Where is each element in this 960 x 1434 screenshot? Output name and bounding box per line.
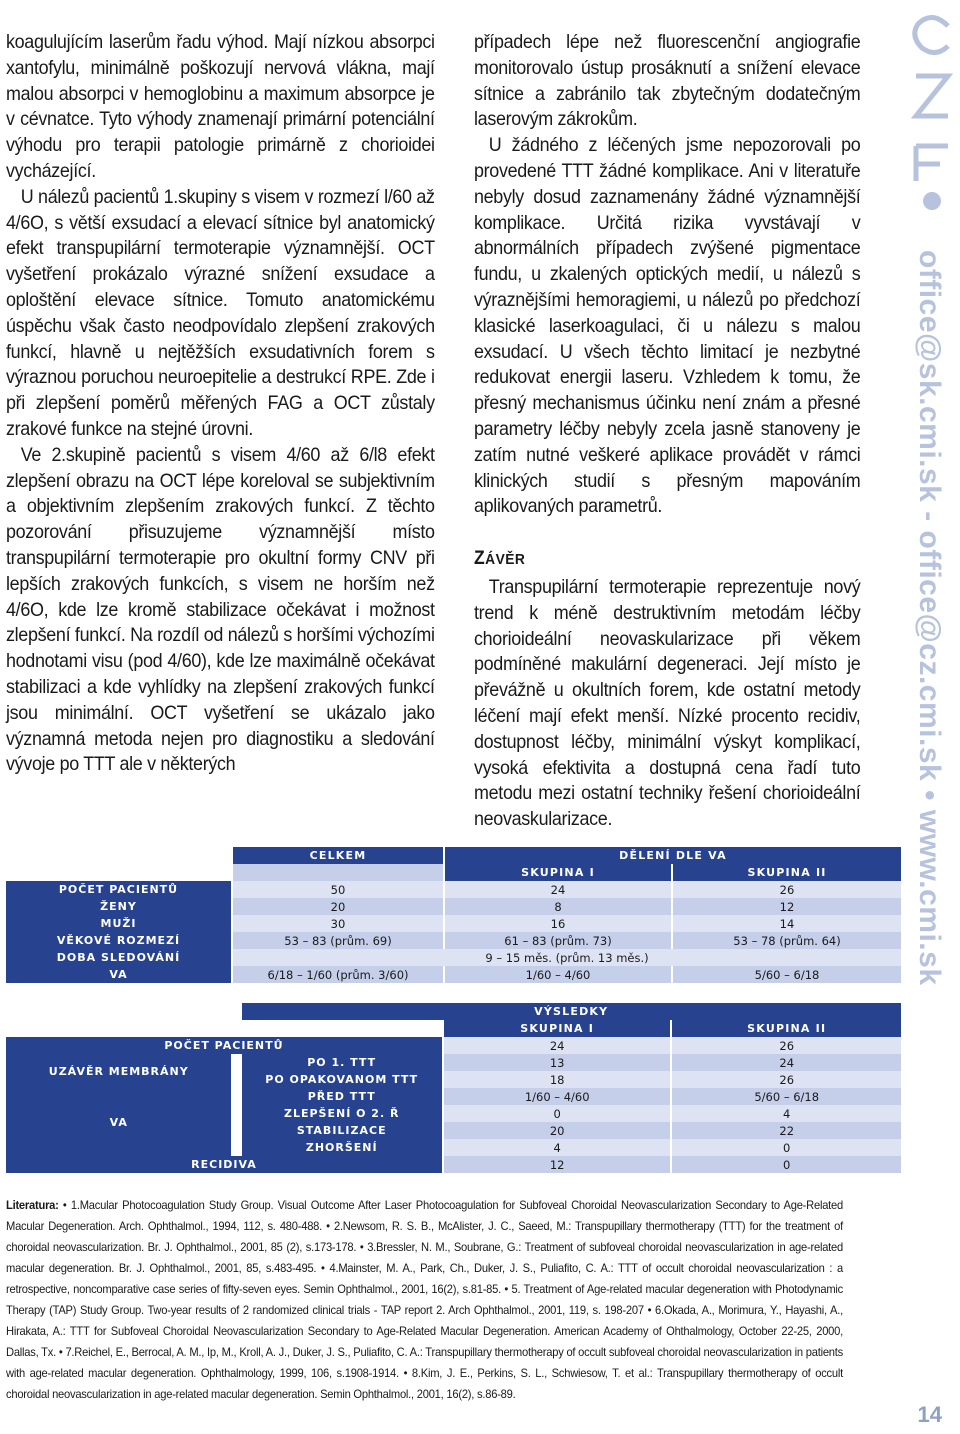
cell: 30 xyxy=(233,915,443,932)
conclusion-text: Transpupilární termoterapie reprezentuje nový trend k méně destruktivním metodám léčby chorioideální neovaskularizace při věkem podmíněné makulární degeneraci. Její místo je převážně u okultních forem, kde ostatní metody léčení mají efekt menší. Nízké procento recidiv, dostupnost léčby, minimální výskyt komplikací, vysoká efektivita a dostupná cena řadí tuto metodu mezi ostatní techniky řešení chorioideální neovaskularizace. xyxy=(474,575,861,831)
cell: 20 xyxy=(444,1122,671,1139)
sidebar-contact-text: office@sk.cmi.sk - office@cz.cmi.sk • www.cmi.sk xyxy=(913,250,946,986)
cell: 12 xyxy=(673,898,901,915)
paragraph: U žádného z léčených jsme nepozorovali po provedené TTT žádné komplikace. Ani v literatuře nebyly dosud zaznamenány žádné významnější komplikace. Určitá rizika vyvstávají v abnormálních případech zvýšené pigmentace fundu, u zkalených optických medií, u nálezů s výraznějšími hemoragiemi, u nálezů po předchozí klasické laserkoagulaci, či u nálezu s malou exsudací. U všech těchto limitací je nezbytné redukovat energii laseru. Vzhledem k tomu, že přesný mechanismus účinku není znám a přesné parametry léčby nebyly zcela jasně stanoveny je zatím nutné veškeré aplikace provádět v rámci klinických studií s přesným mapováním aplikovaných parametrů. xyxy=(474,134,861,518)
row-label: RECIDIVA xyxy=(6,1156,442,1173)
cnf-logo-icon xyxy=(908,6,956,216)
row-label: PŘED TTT xyxy=(242,1088,442,1105)
heading-rest: ÁVĚR xyxy=(485,551,526,569)
row-label: POČET PACIENTŮ xyxy=(6,881,231,898)
cell: 12 xyxy=(444,1156,671,1173)
references xyxy=(6,1195,843,1405)
cell: 0 xyxy=(444,1105,671,1122)
row-label: MUŽI xyxy=(6,915,231,932)
cell: 8 xyxy=(445,898,671,915)
cell: 0 xyxy=(672,1139,901,1156)
cell: 18 xyxy=(444,1071,671,1088)
results-table xyxy=(6,1003,901,1173)
cell: 6/18 – 1/60 (prům. 3/60) xyxy=(233,966,443,983)
cell: 26 xyxy=(672,1071,901,1088)
header-celkem: CELKEM xyxy=(233,847,443,864)
references-text: • 1.Macular Photocoagulation Study Group. Visual Outcome After Laser Photocoagulation for Subfoveal Choroidal Neovascularization Secondary to Age-Related Macular Degeneration. Arch. Ophthalmol., 1994, 112, s. 480-488. • 2.Newsom, R. S. B., McAlister, J. C., Saeed, M.: Transpupillary thermotherapy (TTT) for the treatment of choroidal neovascularization. Br. J. Ophthalmol., 2001, 85 (2), s.173-178. • 3.Bressler, N. M., Soubrane, G.: Treatment of subfoveal choroidal neovascularization in age-related macular degeneration. Br. J. Ophthalmol., 2001, 85, s.483-495. • 4.Mainster, M. A., Park, Ch., Duker, J. S., Puliafito, C. A.: TTT of occult choroidal neovascularization : a retrospective, noncomparative case series of fifty-seven eyes. Semin Ophthalmol., 2001, 16(2), s.81-85. • 5. Treatment of Age-related macular degeneration with Photodynamic Therapy (TAP) Study Group. Two-year results of 2 randomized clinical trials - TAP report 2. Arch Ophthalmol., 2001, 119, s. 198-207 • 6.Okada, A., Morimura, Y., Hayashi, A., Hirakata, A.: TTT for Subfoveal Choroidal Neovascularization Secondary to Age-Related Macular Degeneration. American Academy of Ohthalmology, October 22-25, 2000, Dallas, Tx. • 7.Reichel, E., Berrocal, A. M., Ip, M., Kroll, A. J., Duker, J. S., Puliafito, C. A.: Transpupillary thermotherapy of occult subfoveal choroidal neovascularization in patients with age-related macular degeneration. Ophthalmology, 1999, 106, s.1908-1914. • 8.Kim, J. E., Perkins, S. L., Schwiesow, T. et al.: Transpupillary thermotherapy of occult choroidal neovascularization in age-related macular degeneration. Semin Ophthalmol., 2001, 16(2), s.86-89. xyxy=(6,1198,844,1401)
header-vysledky: VÝSLEDKY xyxy=(242,1003,902,1020)
cell: 61 – 83 (prům. 73) xyxy=(445,932,671,949)
row-label: ZHORŠENÍ xyxy=(242,1139,442,1156)
cell: 1/60 – 4/60 xyxy=(444,1088,671,1105)
references-label: Literatura: xyxy=(6,1198,59,1212)
cell: 20 xyxy=(233,898,443,915)
cell: 1/60 – 4/60 xyxy=(445,966,671,983)
paragraph: případech lépe než fluorescenční angiografie monitorovalo ústup prosáknutí a snížení elevace sítnice a zabránilo tak zbytečným dodatečným laserovým zákrokům. xyxy=(474,31,861,131)
row-label: POČET PACIENTŮ xyxy=(6,1037,442,1054)
row-label: STABILIZACE xyxy=(242,1122,442,1139)
header-skupina-1: SKUPINA I xyxy=(445,864,671,881)
cell: 26 xyxy=(673,881,901,898)
cell: 0 xyxy=(672,1156,901,1173)
cell: 5/60 – 6/18 xyxy=(672,1088,901,1105)
row-label: PO OPAKOVANOM TTT xyxy=(242,1071,442,1088)
header-skupina-1: SKUPINA I xyxy=(444,1020,671,1037)
group-label: VA xyxy=(6,1088,231,1156)
cell: 9 – 15 měs. (prům. 13 měs.) xyxy=(233,949,901,966)
row-label: VA xyxy=(6,966,231,983)
heading-capital: Z xyxy=(474,548,486,570)
left-column xyxy=(6,30,435,778)
right-column xyxy=(474,30,860,833)
cell: 16 xyxy=(445,915,671,932)
cell: 22 xyxy=(672,1122,901,1139)
row-label: ŽENY xyxy=(6,898,231,915)
sidebar xyxy=(902,0,960,1434)
cell: 4 xyxy=(672,1105,901,1122)
cell: 24 xyxy=(444,1037,671,1054)
cell: 5/60 – 6/18 xyxy=(673,966,901,983)
page-number: 14 xyxy=(917,1402,942,1427)
row-label: PO 1. TTT xyxy=(242,1054,442,1071)
header-skupina-2: SKUPINA II xyxy=(672,1020,901,1037)
header-deleni: DĚLENÍ DLE VA xyxy=(445,847,901,864)
header-skupina-2: SKUPINA II xyxy=(673,864,901,881)
cell: 4 xyxy=(444,1139,671,1156)
row-label: DOBA SLEDOVÁNÍ xyxy=(6,949,231,966)
cell: 13 xyxy=(444,1054,671,1071)
cell: 24 xyxy=(672,1054,901,1071)
row-label: VĚKOVÉ ROZMEZÍ xyxy=(6,932,231,949)
cell: 24 xyxy=(445,881,671,898)
cell: 50 xyxy=(233,881,443,898)
cell: 26 xyxy=(672,1037,901,1054)
row-label: ZLEPŠENÍ O 2. Ř xyxy=(242,1105,442,1122)
conclusion-heading xyxy=(474,546,860,573)
paragraph: Ve 2.skupině pacientů s visem 4/60 až 6/l8 efekt zlepšení obrazu na OCT lépe koreloval se subjektivním a objektivním zlepšením zrakových funkcí. Z těchto pozorování přisuzujeme významnější místo transpupilární termoterapie pro okultní formy CNV při lepších zrakových funkcích, s visem ne horším než 4/6O, kde lze kromě stabilizace očekávat i možnost zlepšení funkcí. Na rozdíl od nálezů s horšími výchozími hodnotami visu (pod 4/60), kde lze maximálně očekávat stabilizaci a kde vyhlídky na zlepšení zrakových funkcí jsou minimální. OCT vyšetření se ukázalo jako významná metoda nejen pro diagnostiku a sledování vývoje po TTT ale v některých xyxy=(6,443,435,776)
cell: 14 xyxy=(673,915,901,932)
paragraph: U nálezů pacientů 1.skupiny s visem v rozmezí l/60 až 4/6O, s větší exsudací a elevací sítnice byl anatomický efekt transpupilární termoterapie významnější. OCT vyšetření prokázalo výrazné snížení exsudace a oploštění elevace sítnice. Tomuto anatomickému úspěchu však často neodpovídalo zlepšení zrakových funkcí, hlavně u nejtěžších exsudativních forem s výraznou poruchou neuroepitelie a destrukcí RPE. Zde i při zlepšení poměrů měřených FAG a OCT zůstaly zrakové funkce na stejné úrovni. xyxy=(6,185,435,440)
group-label: UZÁVĚR MEMBRÁNY xyxy=(6,1054,231,1088)
paragraph: koagulujícím laserům řadu výhod. Mají nízkou absorpci xantofylu, minimálně poškozují nervová vlákna, mají malou absorpci v hemoglobinu a maximum absorpce je v cévnatce. Tyto výhody znamenají primární potenciální výhodu pro terapii patologie primárně z chorioidei vycházející. xyxy=(6,31,435,182)
cell: 53 – 78 (prům. 64) xyxy=(673,932,901,949)
patients-table xyxy=(6,847,901,983)
cell: 53 – 83 (prům. 69) xyxy=(233,932,443,949)
